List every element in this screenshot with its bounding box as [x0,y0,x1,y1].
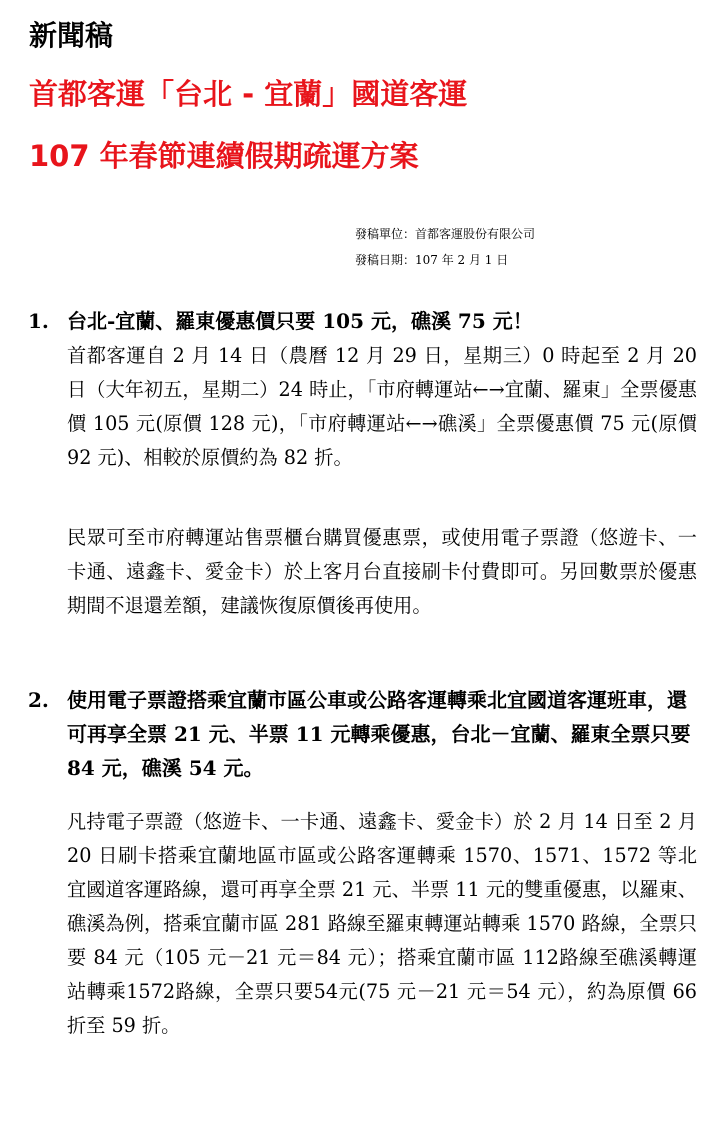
section-1-paragraph-2: 民眾可至市府轉運站售票櫃台購買優惠票，或使用電子票證（悠遊卡、一卡通、遠鑫卡、愛金卡）於上客月台直接刷卡付費即可。另回數票於優惠期間不退還差額，建議恢復原價後再使用。 [67,526,697,617]
section-2-number: 2. [28,688,49,712]
section-2-paragraph-1: 凡持電子票證（悠遊卡、一卡通、遠鑫卡、愛金卡）於 2 月 14 日至 2 月 20 日刷卡搭乘宜蘭地區市區或公路客運轉乘 1570、1571、1572 等北宜國道客運路線，還可再享全票 21 元、半票 11 元的雙重優惠，以羅東、礁溪為例，搭乘宜蘭市區 281 路線至羅東轉運站轉乘 1570 路線，全票只要 84 元（105 元－21 元＝84 元）；搭乘宜蘭市區 112路線至礁溪轉運站轉乘1572路線，全票只要54元(75 元－21 元＝54 元），約為原價 66 折至 59 折。 [67,810,697,1037]
issue-date-line: 發稿日期：107 年 2 月 1 日 [355,253,509,267]
issuer-line: 發稿單位：首都客運股份有限公司 [355,227,536,241]
section-2-heading: 使用電子票證搭乘宜蘭市區公車或公路客運轉乘北宜國道客運班車，還可再享全票 21 元、半票 11 元轉乘優惠，台北－宜蘭、羅東全票只要 84 元，礁溪 54 元。 [67,688,691,780]
document-type-title: 新聞稿 [29,19,114,52]
section-1-paragraph-1: 首都客運自 2 月 14 日（農曆 12 月 29 日，星期三）0 時起至 2 月 20 日（大年初五，星期二）24 時止，「市府轉運站←→宜蘭、羅東」全票優惠價 105 元(原價 128 元)，「市府轉運站←→礁溪」全票優惠價 75 元(原價 92 元)、相較於原價約為 82 折。 [67,344,697,469]
headline-line-1: 首都客運「台北 - 宜蘭」國道客運 [29,77,468,111]
headline-line-2: 107 年春節連續假期疏運方案 [29,139,419,173]
section-1-number: 1. [28,309,49,333]
section-1-heading: 台北-宜蘭、羅東優惠價只要 105 元，礁溪 75 元！ [67,309,533,333]
